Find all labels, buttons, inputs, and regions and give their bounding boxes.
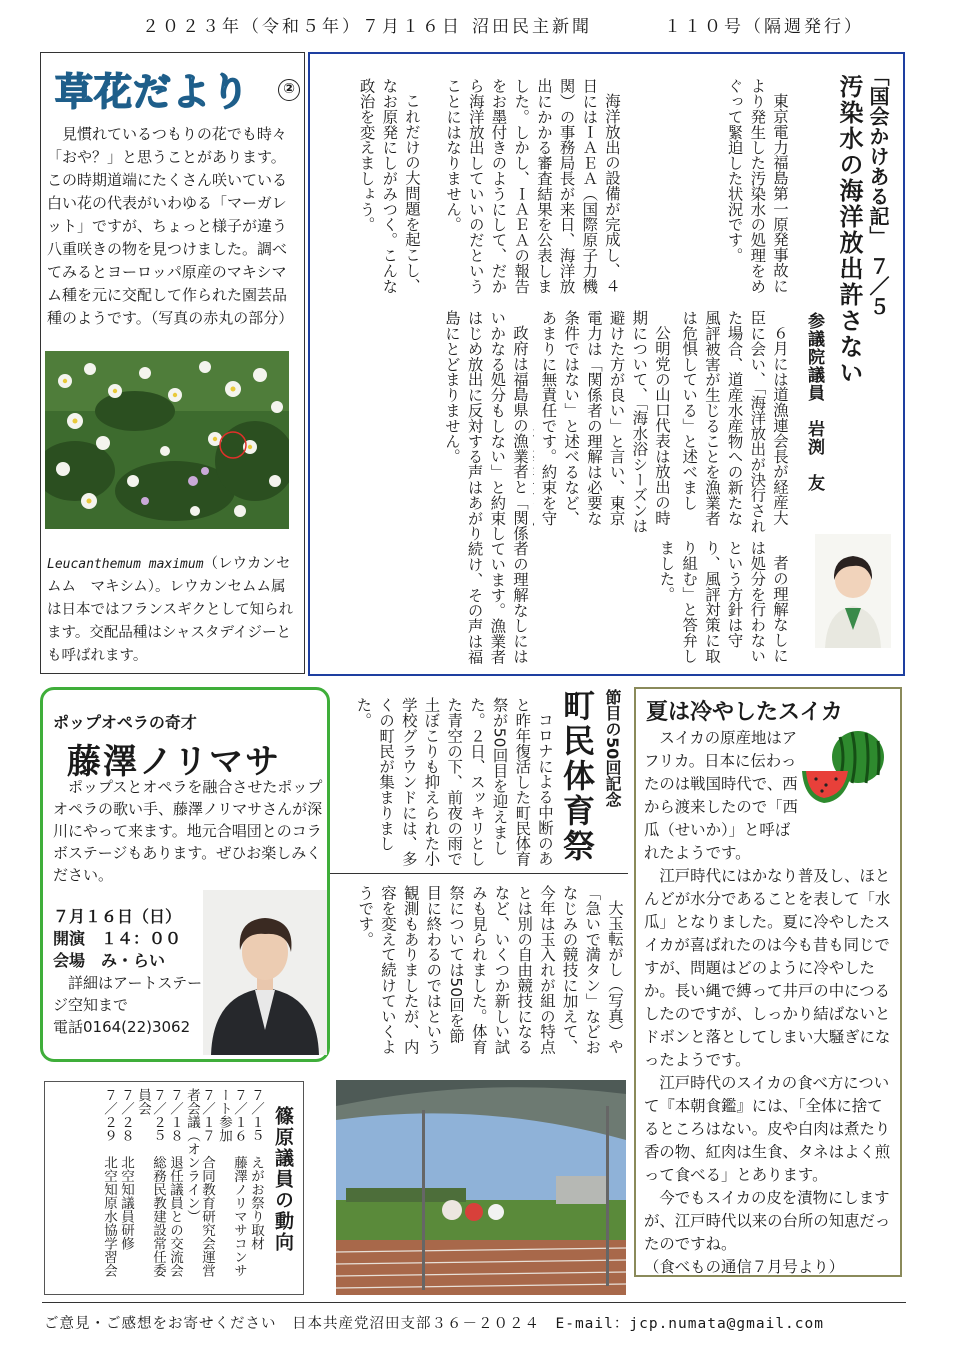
- upper-text-1: 東京電力福島第一原発事故により発生した汚染水の処理をめぐって緊迫した状況です。: [725, 78, 789, 294]
- series-title: 「国会かけある記」 ７／５: [866, 66, 890, 316]
- kusabana-caption: [47, 553, 297, 668]
- schedule-item-5: ７／２８ 北空知議員研修: [118, 1088, 134, 1250]
- schedule-item-1: ７／１６ 藤澤ノリマサコンサート参加: [216, 1088, 247, 1277]
- shinohara-list: [101, 1088, 263, 1288]
- singer-photo: [203, 890, 327, 1055]
- caption-text: （レウカンセムム マキシム）。レウカンセムム属は日本ではフランスギクとして知られます。交配品種はシャスタデイジーとも呼ばれます。: [47, 556, 294, 664]
- shinohara-title: 篠原議員の動向: [272, 1106, 294, 1253]
- pop-opera-ad: [40, 687, 330, 1062]
- suika-source: （食べもの通信７月号より）: [644, 1258, 845, 1276]
- kusabana-number: ②: [278, 79, 300, 101]
- lower-text-1: 公明党の山口代表は放出の時期について、「海水浴シーズンは避けた方が良い」と言い、東京電力は「関係者の理解は必要な条件ではない」と述べるなど、あまりに無責任です。約束を守: [539, 310, 671, 534]
- event-date: ７月１６日（日）: [53, 907, 182, 926]
- sports-divider: [330, 873, 628, 874]
- suika-body: スイカの原産地はアフリカ。日本に伝わったのは戦国時代で、西から渡来したので「西瓜（せいか）」と呼ばれたようです。 江戸時代にはかなり普及し、ほとんどが水分であることを表して「水瓜」となりました。夏に冷やしたスイカが喜ばれたのは今も昔も同じですが、問題はどのように冷やしたか。長い縄で縛って井戸の中につるしたのですが、しっかり結ばないとドボンと落としてしまい大騒ぎになったようです。 江戸時代のスイカの食べ方について『本朝食鑑』には、「全体に捨てるところはない。皮や白肉は煮たり香の物、紅肉は生食、タネはよく煎って食べる」とあります。 今でもスイカの皮を漬物にしますが、江戸時代以来の台所の知恵だったのですね。 （食べもの通信７月号より）: [644, 727, 894, 1279]
- event-tel: 電話0164(22)3062: [53, 1018, 191, 1036]
- flower-photo: [45, 351, 289, 529]
- pop-description: ポップスとオペラを融合させたポップオペラの歌い手、藤澤ノリマサさんが深川にやって来ます。地元合唱団とのコラボステージもあります。ぜひお楽しみください。: [53, 778, 323, 884]
- lower-text-2: 者の理解なしには処分を行わないという方針は守り、風評対策に取り組む」と答弁しました。: [657, 540, 789, 664]
- kusabana-section: [40, 52, 305, 674]
- issue-number: １１０号（隔週発行）: [664, 17, 864, 37]
- suika-title: 夏は冷やしたスイカ: [646, 700, 843, 725]
- upper-text-3: 政府は福島県の漁業者と「関係者の理解なしにはいかなる処分もしない」と約束しています。漁業者はじめ放出に反対する声はあがり続け、その声は福島にとどまりません。: [442, 310, 529, 665]
- schedule-item-4: ７／２５ 総務民教建設常任委員会: [135, 1088, 166, 1277]
- footer-contact: ご意見・ご感想をお寄せください 日本共産党沼田支部３６－２０２４ E-mail：jcp.numata@gmail.com: [44, 1316, 824, 1332]
- kusabana-body: 見慣れているつもりの花でも時々「おや？」と思うことがあります。この時期道端にたくさん咲いている白い花の代表がいわゆる「マーガレット」ですが、ちょっと様子が違う八重咲きの物を見つけました。調べてみるとヨーロッパ原産のマキシマム種を元に交配して作られた園芸品種のようです。（写真の赤丸の部分）: [47, 125, 294, 327]
- headline: 汚染水の海洋放出許さない: [835, 74, 863, 386]
- ground-photo: [336, 1080, 626, 1295]
- right-text: ６月には道漁連会長が経産大臣に会い、「海洋放出が決行された場合、道産水産物への新たな風評被害が生じることを漁業者は危惧している」と述べまし: [680, 310, 789, 534]
- issue-date: ２０２３年（令和５年）７月１６日: [142, 17, 462, 37]
- schedule-item-2: ７／１７ 合同教育研究会運営者会議（オンライン）: [184, 1088, 215, 1277]
- upper-text-2: 海洋放出の設備が完成し、４日にはＩＡＥＡ（国際原子力機関）の事務局長が来日、海洋放出にかかる審査結果を公表しました。しかし、ＩＡＥＡの報告をお墨付きのようにして、だから海洋放出していいのだということにはなりません。: [444, 78, 621, 294]
- schedule-item-6: ７／２９ 北空知原水協学習会: [101, 1088, 117, 1277]
- latin-name: Leucanthemum maximum: [47, 557, 204, 572]
- shinohara-schedule: [44, 1081, 304, 1295]
- sports-title: 町民体育祭: [558, 689, 596, 864]
- schedule-item-0: ７／１５ えがお祭り取材: [248, 1088, 264, 1250]
- kusabana-title: 草花だより: [55, 70, 251, 114]
- footer-divider: [42, 1302, 906, 1303]
- event-time: 開演 １４：００: [53, 929, 182, 948]
- event-detail: 詳細はアートステージ空知まで: [53, 974, 203, 1014]
- pop-subtitle: ポップオペラの奇才: [53, 713, 197, 732]
- pop-name: 藤澤ノリマサ: [67, 742, 281, 782]
- portrait-photo: [815, 534, 891, 648]
- schedule-item-3: ７／１８ 退任議員との交流会: [167, 1088, 183, 1277]
- masthead: [0, 12, 960, 40]
- kokkai-article: [308, 52, 905, 676]
- sports-side-title: 節目の50回記念: [603, 689, 622, 808]
- pop-event-info: [53, 906, 203, 1038]
- sports-body-2: 大玉転がし（写真）や「急いで満タン」などおなじみの競技に加えて、今年は玉入れが組の特点とは別の自由競技になるなど、いくつか新しい試みも見られました。体育祭については50回を節目に終わるのではという観測もありましたが、内容を変えて続けていくようです。: [356, 885, 624, 1055]
- closing-text: これだけの大問題を起こし、なお原発にしがみつく。こんな政治を変えましょう。: [357, 78, 421, 294]
- event-venue: 会場 み・らい: [53, 951, 166, 970]
- author: 参議院議員 岩渕 友: [804, 312, 824, 492]
- paper-name: 沼田民主新聞: [472, 17, 592, 37]
- watermelon-article: [634, 687, 902, 1277]
- sports-body-1: コロナによる中断のあと昨年復活した町民体育祭が50回目を迎えました。２日、スッキリとした青空の下、前夜の雨で土ぼこりも抑えられた小学校グラウンドには、多くの町民が集まりました。: [354, 697, 554, 867]
